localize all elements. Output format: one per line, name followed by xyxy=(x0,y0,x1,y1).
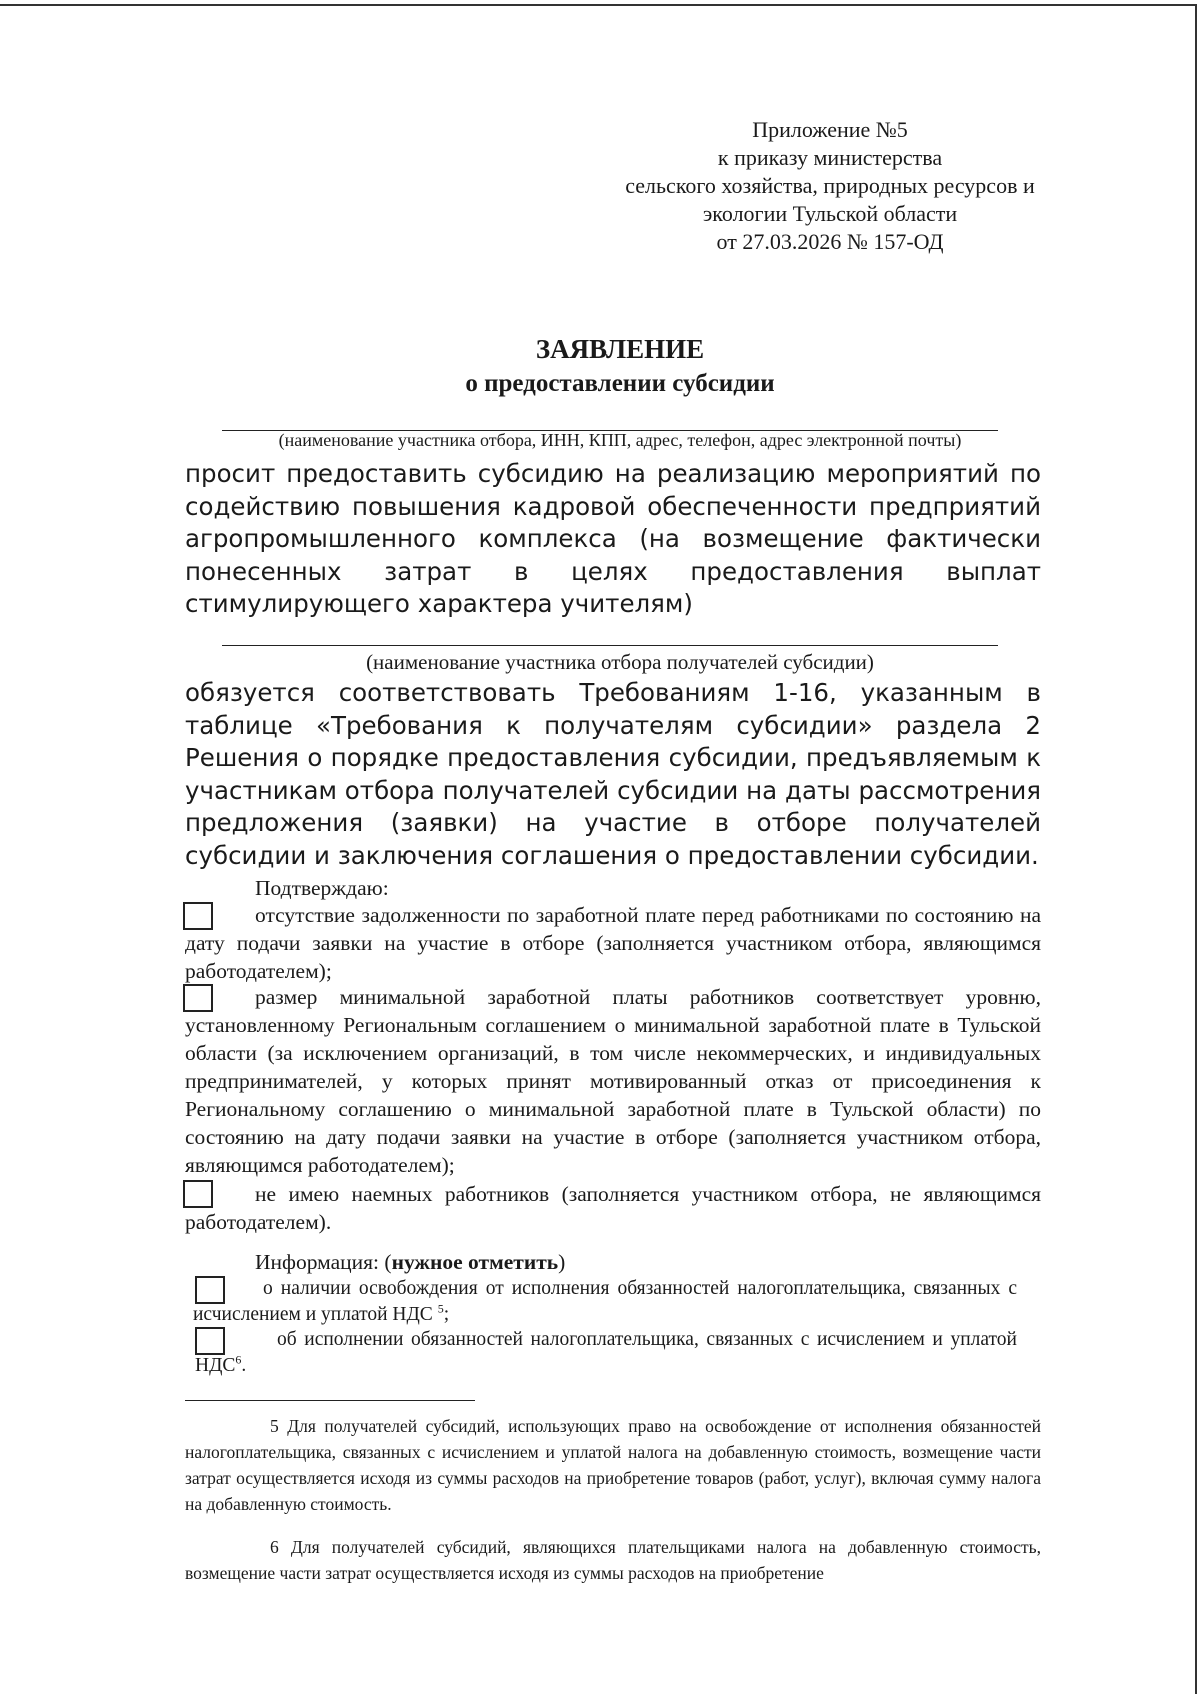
info-item-1-end: ; xyxy=(443,1304,450,1325)
scan-top-border xyxy=(0,4,1195,6)
info-item-2 xyxy=(195,1327,1017,1379)
info-item-1 xyxy=(193,1276,1017,1328)
obligation-paragraph: обязуется соответствовать Требованиям 1-16, указанным в таблице «Требования к получателям субсидии» раздела 2 Решения о порядке предоставления субсидии, предъявляемым к участникам отбора получателей субсидии на даты рассмотрения предложения (заявки) на участие в отборе получателей субсидии и заключения соглашения о предоставлении субсидии. xyxy=(185,678,1041,870)
confirm-item-1-text: отсутствие задолженности по заработной плате перед работниками по состоянию на дату подачи заявки на участие в отборе (заполняется участником отбора, являющимся работодателем); xyxy=(185,903,1041,983)
footnote-separator xyxy=(185,1400,475,1401)
info-heading xyxy=(255,1250,565,1275)
confirm-item-2-text: размер минимальной заработной платы работников соответствует уровню, установленному Региональным соглашением о минимальной заработной плате в Тульской области (за исключением организаций, в том числе некоммерческих, и индивидуальных предпринимателей, у которых принят мотивированный отказ от присоединения к Региональному соглашению о минимальной заработной плате в Тульской области) по состоянию на дату подачи заявки на участие в отборе (заполняется участником отбора, являющимся работодателем); xyxy=(185,985,1041,1177)
appendix-region: экологии Тульской области xyxy=(702,201,958,226)
applicant-caption: (наименование участника отбора, ИНН, КПП, адрес, телефон, адрес электронной почты) xyxy=(278,430,962,450)
appendix-order-ref: к приказу министерства xyxy=(717,145,943,170)
footnote-ref-5: 5 xyxy=(437,1301,444,1316)
footnote-6-text: 6 Для получателей субсидий, являющихся плательщиками налога на добавленную стоимость, возмещение части затрат осуществляется исходя из суммы расходов на приобретение xyxy=(185,1537,1041,1583)
participant-name-line xyxy=(222,645,998,646)
document-title: ЗАЯВЛЕНИЕ xyxy=(535,334,705,364)
confirm-item-3 xyxy=(185,1180,1041,1236)
confirm-item-2 xyxy=(185,983,1041,1179)
info-item-1-text: о наличии освобождения от исполнения обязанностей налогоплательщика, связанных с исчислением и уплатой НДС xyxy=(193,1278,1017,1325)
participant-caption: (наименование участника отбора получателей субсидии) xyxy=(366,650,874,674)
request-paragraph: просит предоставить субсидию на реализацию мероприятий по содействию повышения кадровой обеспеченности предприятий агропромышленного комплекса (на возмещение фактически понесенных затрат в целях предоставления выплат стимулирующего характера учителям) xyxy=(185,459,1041,618)
appendix-header xyxy=(590,116,1070,256)
confirm-item-1 xyxy=(185,901,1041,985)
info-close: ) xyxy=(558,1250,566,1274)
footnote-6 xyxy=(185,1534,1041,1586)
confirm-heading: Подтверждаю: xyxy=(255,876,389,900)
info-item-2-end: . xyxy=(241,1355,247,1376)
appendix-number: Приложение №5 xyxy=(752,117,908,142)
info-item-2-text: об исполнении обязанностей налогоплательщика, связанных с исчислением и уплатой НДС xyxy=(195,1329,1017,1376)
confirm-item-3-text: не имею наемных работников (заполняется участником отбора, не являющимся работодателем). xyxy=(185,1182,1041,1234)
appendix-ministry: сельского хозяйства, природных ресурсов и xyxy=(625,173,1035,198)
info-label: Информация: ( xyxy=(255,1250,392,1274)
info-bold-note: нужное отметить xyxy=(391,1250,559,1274)
footnote-ref-6: 6 xyxy=(235,1352,242,1367)
footnote-5 xyxy=(185,1413,1041,1517)
footnote-5-text: 5 Для получателей субсидий, использующих право на освобождение от исполнения обязанностей налогоплательщика, связанных с исчислением и уплатой налога на добавленную стоимость, возмещение части затрат осуществляется исходя из суммы расходов на приобретение товаров (работ, услуг), включая сумму налога на добавленную стоимость. xyxy=(185,1416,1041,1514)
appendix-date: от 27.03.2026 № 157-ОД xyxy=(716,229,944,254)
document-subtitle: о предоставлении субсидии xyxy=(465,370,775,397)
scan-right-border xyxy=(1195,4,1197,1694)
